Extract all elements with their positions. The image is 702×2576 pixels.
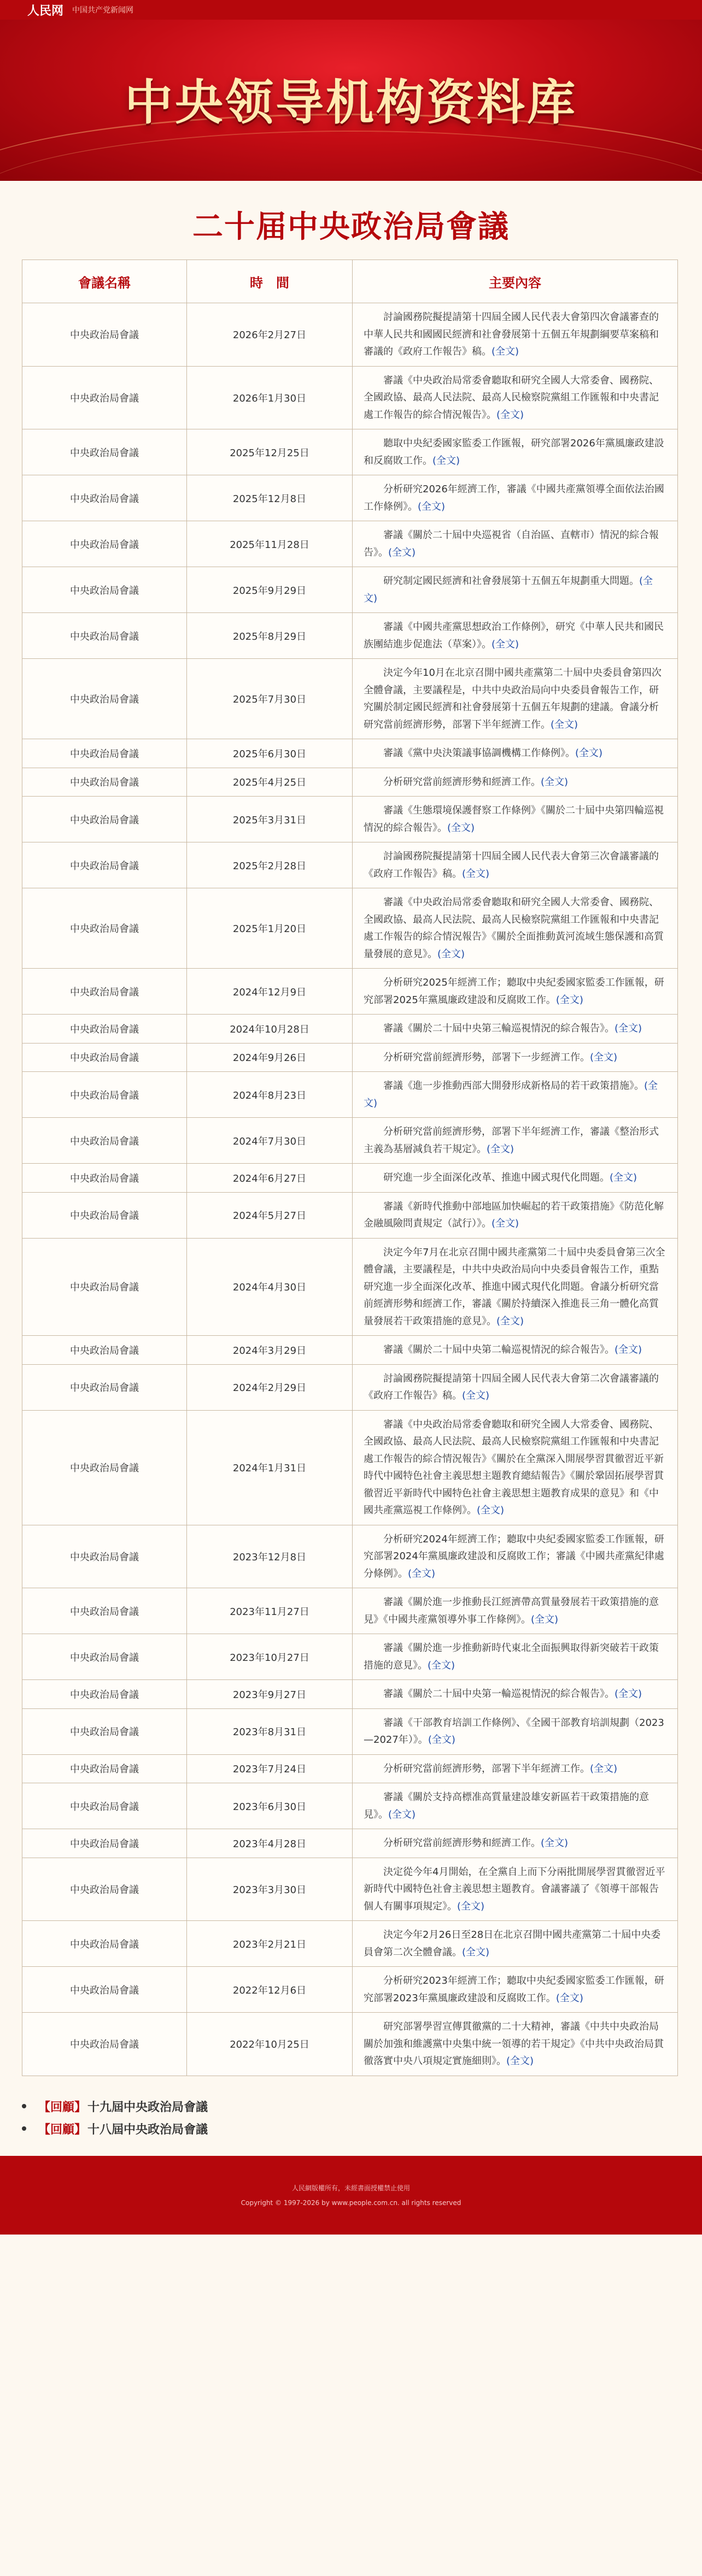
full-text-link[interactable]: (全文) <box>432 455 460 467</box>
meeting-name-cell: 中央政治局會議 <box>22 1043 187 1072</box>
meeting-content-cell <box>353 1754 678 1783</box>
meeting-content-cell <box>353 888 678 969</box>
table-row <box>22 521 678 567</box>
full-text-link[interactable]: (全文) <box>575 747 603 759</box>
meeting-content-cell <box>353 1680 678 1709</box>
meeting-content-text: 研究進一步全面深化改革、推進中國式現代化問題。 <box>383 1172 610 1183</box>
meeting-content-text: 分析研究當前經濟形勢和經濟工作。 <box>383 1837 541 1849</box>
table-row <box>22 969 678 1015</box>
meeting-content-cell <box>353 613 678 659</box>
meeting-content-cell <box>353 1015 678 1044</box>
meeting-content-text: 審議《關於二十屆中央第二輪巡視情況的綜合報告》。 <box>383 1344 615 1355</box>
meeting-content-cell <box>353 1783 678 1829</box>
review-tag: 【回顧】 <box>38 2100 87 2114</box>
meeting-content-text: 分析研究2024年經濟工作；聽取中央紀委國家監委工作匯報，研究部署2024年黨風廉政建設和反腐敗工作；審議《中國共產黨紀律處分條例》。 <box>364 1533 664 1579</box>
meeting-name-cell: 中央政治局會議 <box>22 1783 187 1829</box>
meeting-date-cell: 2024年2月29日 <box>187 1364 353 1410</box>
meeting-name-cell: 中央政治局會議 <box>22 1588 187 1634</box>
meeting-name-cell: 中央政治局會議 <box>22 1680 187 1709</box>
meeting-content-text: 分析研究2025年經濟工作；聽取中央紀委國家監委工作匯報，研究部署2025年黨風廉政建設和反腐敗工作。 <box>364 977 664 1006</box>
meeting-content-text: 審議《中央政治局常委會聽取和研究全國人大常委會、國務院、全國政協、最高人民法院、最高人民檢察院黨組工作匯報和中央書記處工作報告的綜合情況報告》《關於在全黨深入開展學習貫徹習近平新時代中國特色社會主義思想主題教育總結報告》《關於鞏固拓展學習貫徹習近平新時代中國特色社會主義思想主題教育成果的意見》和《中國共產黨巡視工作條例》。 <box>364 1418 664 1516</box>
meeting-content-text: 討論國務院擬提請第十四屆全國人民代表大會第四次會議審查的中華人民共和國國民經濟和社會發展第十五個五年規劃綱要草案稿和審議的《政府工作報告》稿。 <box>364 311 659 357</box>
meeting-content-cell <box>353 303 678 367</box>
meeting-name-cell: 中央政治局會議 <box>22 1238 187 1336</box>
meeting-content-text: 分析研究當前經濟形勢，部署下一步經濟工作。 <box>383 1051 590 1063</box>
meeting-content-cell <box>353 1525 678 1588</box>
meeting-date-cell: 2023年9月27日 <box>187 1680 353 1709</box>
full-text-link[interactable]: (全文) <box>590 1051 618 1063</box>
meeting-name-cell: 中央政治局會議 <box>22 1708 187 1754</box>
meeting-content-cell <box>353 842 678 888</box>
meeting-name-cell: 中央政治局會議 <box>22 1410 187 1525</box>
full-text-link[interactable]: (全文) <box>615 1688 642 1700</box>
full-text-link[interactable]: (全文) <box>496 409 524 421</box>
meeting-name-cell: 中央政治局會議 <box>22 429 187 475</box>
meeting-content-text: 審議《生態環境保護督察工作條例》《關於二十屆中央第四輪巡視情況的綜合報告》。 <box>364 805 664 834</box>
table-row <box>22 1967 678 2013</box>
meeting-name-cell: 中央政治局會議 <box>22 303 187 367</box>
meeting-date-cell: 2023年2月21日 <box>187 1921 353 1967</box>
meeting-date-cell: 2024年5月27日 <box>187 1192 353 1238</box>
full-text-link[interactable]: (全文) <box>437 948 465 960</box>
related-link-label[interactable]: 十八屆中央政治局會議 <box>87 2123 208 2137</box>
banner-title: 中央领导机构资料库 <box>124 74 577 131</box>
table-row <box>22 1364 678 1410</box>
meeting-content-cell <box>353 1858 678 1921</box>
meeting-content-cell <box>353 1708 678 1754</box>
table-row <box>22 1680 678 1709</box>
meeting-date-cell: 2025年6月30日 <box>187 739 353 768</box>
full-text-link[interactable]: (全文) <box>388 1808 416 1820</box>
related-link-item[interactable] <box>22 2098 680 2115</box>
meeting-date-cell: 2026年2月27日 <box>187 303 353 367</box>
meeting-content-text: 討論國務院擬提請第十四屆全國人民代表大會第三次會議審議的《政府工作報告》稿。 <box>364 851 659 880</box>
meeting-content-text: 審議《中央政治局常委會聽取和研究全國人大常委會、國務院、全國政協、最高人民法院、最高人民檢察院黨組工作匯報和中央書記處工作報告的綜合情況報告》。 <box>364 374 659 421</box>
meeting-date-cell: 2026年1月30日 <box>187 366 353 429</box>
meeting-name-cell: 中央政治局會議 <box>22 1858 187 1921</box>
meeting-name-cell: 中央政治局會議 <box>22 888 187 969</box>
meeting-date-cell: 2024年3月29日 <box>187 1336 353 1365</box>
meeting-date-cell: 2024年10月28日 <box>187 1015 353 1044</box>
footer-copyright-en: Copyright © 1997-2026 by www.people.com.cn. all rights reserved <box>241 2199 461 2207</box>
meeting-date-cell: 2023年8月31日 <box>187 1708 353 1754</box>
full-text-link[interactable]: (全文) <box>457 1900 485 1912</box>
meeting-content-text: 審議《關於二十屆中央第三輪巡視情況的綜合報告》。 <box>383 1023 615 1034</box>
meeting-content-cell <box>353 797 678 842</box>
meeting-name-cell: 中央政治局會議 <box>22 797 187 842</box>
review-tag: 【回顧】 <box>38 2123 87 2137</box>
meeting-name-cell: 中央政治局會議 <box>22 969 187 1015</box>
footer-copyright-cn: 人民網版權所有，未經書面授權禁止使用 <box>291 2184 410 2192</box>
meeting-date-cell: 2023年3月30日 <box>187 1858 353 1921</box>
meeting-name-cell: 中央政治局會議 <box>22 1754 187 1783</box>
full-text-link[interactable]: (全文) <box>364 575 653 604</box>
meeting-content-text: 分析研究2026年經濟工作，審議《中國共產黨領導全面依法治國工作條例》。 <box>364 484 664 512</box>
table-row <box>22 659 678 739</box>
meeting-date-cell: 2022年10月25日 <box>187 2013 353 2076</box>
meeting-content-text: 審議《新時代推動中部地區加快崛起的若干政策措施》《防范化解金融風險問責規定（試行）》。 <box>364 1200 664 1229</box>
column-header-name: 會議名稱 <box>22 260 187 303</box>
table-row <box>22 1588 678 1634</box>
table-row <box>22 1858 678 1921</box>
table-row <box>22 1708 678 1754</box>
full-text-link[interactable]: (全文) <box>492 638 519 650</box>
meeting-content-text: 審議《干部教育培訓工作條例》、《全國干部教育培訓規劃（2023—2027年）》。 <box>364 1717 664 1746</box>
meeting-name-cell: 中央政治局會議 <box>22 659 187 739</box>
meeting-content-text: 研究部署學習宣傳貫徹黨的二十大精神，審議《中共中央政治局關於加強和維護黨中央集中統一領導的若干規定》《中共中央政治局貫徹落實中央八項規定實施細則》。 <box>364 2021 664 2067</box>
meeting-content-cell <box>353 1967 678 2013</box>
meeting-content-cell <box>353 1164 678 1193</box>
full-text-link[interactable]: (全文) <box>364 1080 658 1109</box>
full-text-link[interactable]: (全文) <box>551 718 578 730</box>
meeting-content-text: 審議《關於進一步推動新時代東北全面振興取得新突破若干政策措施的意見》。 <box>364 1642 659 1671</box>
table-row <box>22 1410 678 1525</box>
full-text-link[interactable]: (全文) <box>418 500 446 512</box>
meeting-content-cell <box>353 475 678 521</box>
full-text-link[interactable]: (全文) <box>492 346 519 357</box>
meeting-name-cell: 中央政治局會議 <box>22 1015 187 1044</box>
meeting-content-text: 研究制定國民經濟和社會發展第十五個五年規劃重大問題。 <box>383 575 639 587</box>
table-row <box>22 1829 678 1858</box>
meeting-date-cell: 2025年7月30日 <box>187 659 353 739</box>
table-row <box>22 1164 678 1193</box>
full-text-link[interactable]: (全文) <box>408 1567 436 1579</box>
meeting-date-cell: 2024年8月23日 <box>187 1072 353 1118</box>
table-row <box>22 2013 678 2076</box>
full-text-link[interactable]: (全文) <box>428 1659 455 1671</box>
meeting-content-text: 審議《關於二十屆中央巡視省（自治區、直轄市）情況的綜合報告》。 <box>364 529 659 558</box>
table-row <box>22 303 678 367</box>
meeting-content-text: 分析研究當前經濟形勢和經濟工作。 <box>383 776 541 788</box>
meeting-content-text: 聽取中央紀委國家監委工作匯報，研究部署2026年黨風廉政建設和反腐敗工作。 <box>364 438 664 467</box>
table-body <box>22 303 678 2076</box>
table-row <box>22 1525 678 1588</box>
full-text-link[interactable]: (全文) <box>462 1390 490 1401</box>
meeting-name-cell: 中央政治局會議 <box>22 1118 187 1164</box>
meeting-content-text: 決定今年7月在北京召開中國共產黨第二十屆中央委員會第三次全體會議，主要議程是，中共中央政治局向中央委員會報告工作，重點研究進一步全面深化改革、推進中國式現代化問題。會議分析研究當前經濟形勢和經濟工作，審議《關於持續深入推進長三角一體化高質量發展若干政策措施的意見》。 <box>364 1246 665 1327</box>
meeting-content-cell <box>353 1364 678 1410</box>
meetings-table <box>22 260 678 2076</box>
meeting-name-cell: 中央政治局會議 <box>22 475 187 521</box>
meeting-name-cell: 中央政治局會議 <box>22 567 187 613</box>
full-text-link[interactable]: (全文) <box>462 868 490 880</box>
table-row <box>22 1118 678 1164</box>
table-row <box>22 1783 678 1829</box>
table-row <box>22 475 678 521</box>
table-row <box>22 1634 678 1680</box>
meeting-date-cell: 2023年6月30日 <box>187 1783 353 1829</box>
meeting-content-cell <box>353 366 678 429</box>
meeting-content-cell <box>353 659 678 739</box>
meeting-content-text: 分析研究當前經濟形勢，部署下半年經濟工作，審議《整治形式主義為基層減負若干規定》。 <box>364 1126 659 1155</box>
meeting-date-cell: 2023年11月27日 <box>187 1588 353 1634</box>
full-text-link[interactable]: (全文) <box>541 1837 569 1849</box>
meeting-content-text: 審議《關於進一步推動長江經濟帶高質量發展若干政策措施的意見》《中國共產黨領導外事工作條例》。 <box>364 1596 659 1625</box>
meeting-content-cell <box>353 739 678 768</box>
meeting-content-cell <box>353 969 678 1015</box>
meeting-name-cell: 中央政治局會議 <box>22 366 187 429</box>
meeting-content-cell <box>353 1118 678 1164</box>
meeting-date-cell: 2024年9月26日 <box>187 1043 353 1072</box>
full-text-link[interactable]: (全文) <box>610 1172 637 1183</box>
meeting-content-cell <box>353 567 678 613</box>
full-text-link[interactable]: (全文) <box>447 822 475 834</box>
meeting-date-cell: 2024年12月9日 <box>187 969 353 1015</box>
meeting-content-cell <box>353 1588 678 1634</box>
meeting-date-cell: 2022年12月6日 <box>187 1967 353 2013</box>
full-text-link[interactable]: (全文) <box>496 1315 524 1327</box>
table-row <box>22 613 678 659</box>
meeting-content-cell <box>353 1238 678 1336</box>
full-text-link[interactable]: (全文) <box>428 1734 455 1746</box>
meeting-name-cell: 中央政治局會議 <box>22 1525 187 1588</box>
full-text-link[interactable]: (全文) <box>541 776 569 788</box>
meeting-content-text: 分析研究2023年經濟工作；聽取中央紀委國家監委工作匯報，研究部署2023年黨風廉政建設和反腐敗工作。 <box>364 1975 664 2004</box>
meeting-content-cell <box>353 1634 678 1680</box>
full-text-link[interactable]: (全文) <box>487 1143 514 1155</box>
meeting-date-cell: 2023年7月24日 <box>187 1754 353 1783</box>
top-bar <box>0 0 702 20</box>
page-title: 二十届中央政治局會議 <box>192 209 510 245</box>
meeting-content-text: 審議《中央政治局常委會聽取和研究全國人大常委會、國務院、全國政協、最高人民法院、最高人民檢察院黨組工作匯報和中央書記處工作報告的綜合情況報告》《關於全面推動黃河流域生態保護和高質量發展的意見》。 <box>364 897 664 960</box>
full-text-link[interactable]: (全文) <box>615 1023 642 1034</box>
full-text-link[interactable]: (全文) <box>555 994 583 1006</box>
table-row <box>22 1043 678 1072</box>
meeting-content-cell <box>353 1410 678 1525</box>
people-logo[interactable]: 人民网 <box>27 3 64 18</box>
footer <box>0 2156 702 2235</box>
meeting-name-cell: 中央政治局會議 <box>22 1364 187 1410</box>
meeting-name-cell: 中央政治局會議 <box>22 1634 187 1680</box>
meeting-name-cell: 中央政治局會議 <box>22 739 187 768</box>
meeting-content-text: 決定今年2月26日至28日在北京召開中國共產黨第二十屆中央委員會第二次全體會議。 <box>364 1929 661 1958</box>
meeting-content-cell <box>353 768 678 797</box>
meeting-name-cell: 中央政治局會議 <box>22 1164 187 1193</box>
meeting-date-cell: 2025年9月29日 <box>187 567 353 613</box>
meeting-date-cell: 2025年8月29日 <box>187 613 353 659</box>
bullet-icon <box>22 2104 26 2108</box>
meeting-content-cell <box>353 1043 678 1072</box>
full-text-link[interactable]: (全文) <box>590 1762 618 1775</box>
table-row <box>22 842 678 888</box>
meeting-date-cell: 2025年1月20日 <box>187 888 353 969</box>
meeting-name-cell: 中央政治局會議 <box>22 521 187 567</box>
table-row <box>22 1921 678 1967</box>
meeting-content-text: 審議《關於二十屆中央第一輪巡視情況的綜合報告》。 <box>383 1688 615 1700</box>
related-links <box>22 2098 680 2137</box>
cpc-news-logo[interactable]: 中国共产党新闻网 <box>72 6 134 15</box>
meeting-content-cell <box>353 1192 678 1238</box>
meeting-content-text: 審議《關於支持高標准高質量建設雄安新區若干政策措施的意見》。 <box>364 1791 649 1820</box>
table-row <box>22 567 678 613</box>
full-text-link[interactable]: (全文) <box>555 1992 583 2004</box>
meeting-content-text: 審議《進一步推動西部大開發形成新格局的若干政策措施》。 <box>383 1080 644 1092</box>
meeting-date-cell: 2023年10月27日 <box>187 1634 353 1680</box>
meeting-name-cell: 中央政治局會議 <box>22 1192 187 1238</box>
meeting-name-cell: 中央政治局會議 <box>22 768 187 797</box>
full-text-link[interactable]: (全文) <box>462 1946 490 1958</box>
table-row <box>22 888 678 969</box>
meeting-content-cell <box>353 1829 678 1858</box>
meeting-date-cell: 2024年7月30日 <box>187 1118 353 1164</box>
column-header-content: 主要內容 <box>353 260 678 303</box>
meeting-name-cell: 中央政治局會議 <box>22 1967 187 2013</box>
table-row <box>22 1192 678 1238</box>
meeting-content-text: 決定從今年4月開始，在全黨自上而下分兩批開展學習貫徹習近平新時代中國特色社會主義思想主題教育。會議審議了《領導干部報告個人有關事項規定》。 <box>364 1866 665 1912</box>
meeting-date-cell: 2025年12月25日 <box>187 429 353 475</box>
meeting-content-text: 審議《黨中央決策議事協調機構工作條例》。 <box>383 747 575 759</box>
hero-banner <box>0 20 702 181</box>
table-header-row <box>22 260 678 303</box>
meeting-date-cell: 2024年4月30日 <box>187 1238 353 1336</box>
meeting-date-cell: 2023年4月28日 <box>187 1829 353 1858</box>
meeting-content-text: 分析研究當前經濟形勢，部署下半年經濟工作。 <box>383 1762 590 1775</box>
meeting-name-cell: 中央政治局會議 <box>22 2013 187 2076</box>
meeting-date-cell: 2024年6月27日 <box>187 1164 353 1193</box>
table-row <box>22 1238 678 1336</box>
meeting-date-cell: 2025年11月28日 <box>187 521 353 567</box>
main-content <box>0 203 702 2137</box>
meeting-name-cell: 中央政治局會議 <box>22 1921 187 1967</box>
meeting-content-cell <box>353 429 678 475</box>
related-link-item[interactable] <box>22 2120 680 2137</box>
related-link-label[interactable]: 十九屆中央政治局會議 <box>87 2100 208 2114</box>
meeting-date-cell: 2023年12月8日 <box>187 1525 353 1588</box>
meeting-date-cell: 2025年12月8日 <box>187 475 353 521</box>
full-text-link[interactable]: (全文) <box>388 546 416 558</box>
meeting-name-cell: 中央政治局會議 <box>22 1072 187 1118</box>
meeting-name-cell: 中央政治局會議 <box>22 1336 187 1365</box>
full-text-link[interactable]: (全文) <box>477 1505 505 1516</box>
table-row <box>22 1754 678 1783</box>
table-row <box>22 1015 678 1044</box>
table-row <box>22 739 678 768</box>
meeting-date-cell: 2025年3月31日 <box>187 797 353 842</box>
meeting-name-cell: 中央政治局會議 <box>22 613 187 659</box>
table-row <box>22 429 678 475</box>
full-text-link[interactable]: (全文) <box>506 2055 534 2067</box>
table-row <box>22 1336 678 1365</box>
table-row <box>22 366 678 429</box>
full-text-link[interactable]: (全文) <box>492 1218 519 1229</box>
meeting-content-text: 決定今年10月在北京召開中國共產黨第二十屆中央委員會第四次全體會議，主要議程是，中共中央政治局向中央委員會報告工作，研究關於制定國民經濟和社會發展第十五個五年規劃的建議。會議分析研究當前經濟形勢，部署下半年經濟工作。 <box>364 667 662 730</box>
meeting-content-cell <box>353 2013 678 2076</box>
meeting-name-cell: 中央政治局會議 <box>22 1829 187 1858</box>
column-header-date: 時 間 <box>187 260 353 303</box>
full-text-link[interactable]: (全文) <box>615 1344 642 1355</box>
meeting-date-cell: 2025年4月25日 <box>187 768 353 797</box>
meeting-content-text: 討論國務院擬提請第十四屆全國人民代表大會第二次會議審議的《政府工作報告》稿。 <box>364 1372 659 1401</box>
meeting-content-text: 審議《中國共產黨思想政治工作條例》，研究《中華人民共和國民族團結進步促進法（草案）》。 <box>364 621 664 650</box>
full-text-link[interactable]: (全文) <box>531 1613 559 1625</box>
meeting-content-cell <box>353 1921 678 1967</box>
table-row <box>22 768 678 797</box>
table-row <box>22 1072 678 1118</box>
table-row <box>22 797 678 842</box>
meeting-name-cell: 中央政治局會議 <box>22 842 187 888</box>
bullet-icon <box>22 2126 26 2131</box>
meeting-content-cell <box>353 1072 678 1118</box>
meeting-date-cell: 2024年1月31日 <box>187 1410 353 1525</box>
meeting-content-cell <box>353 521 678 567</box>
meeting-content-cell <box>353 1336 678 1365</box>
meeting-date-cell: 2025年2月28日 <box>187 842 353 888</box>
